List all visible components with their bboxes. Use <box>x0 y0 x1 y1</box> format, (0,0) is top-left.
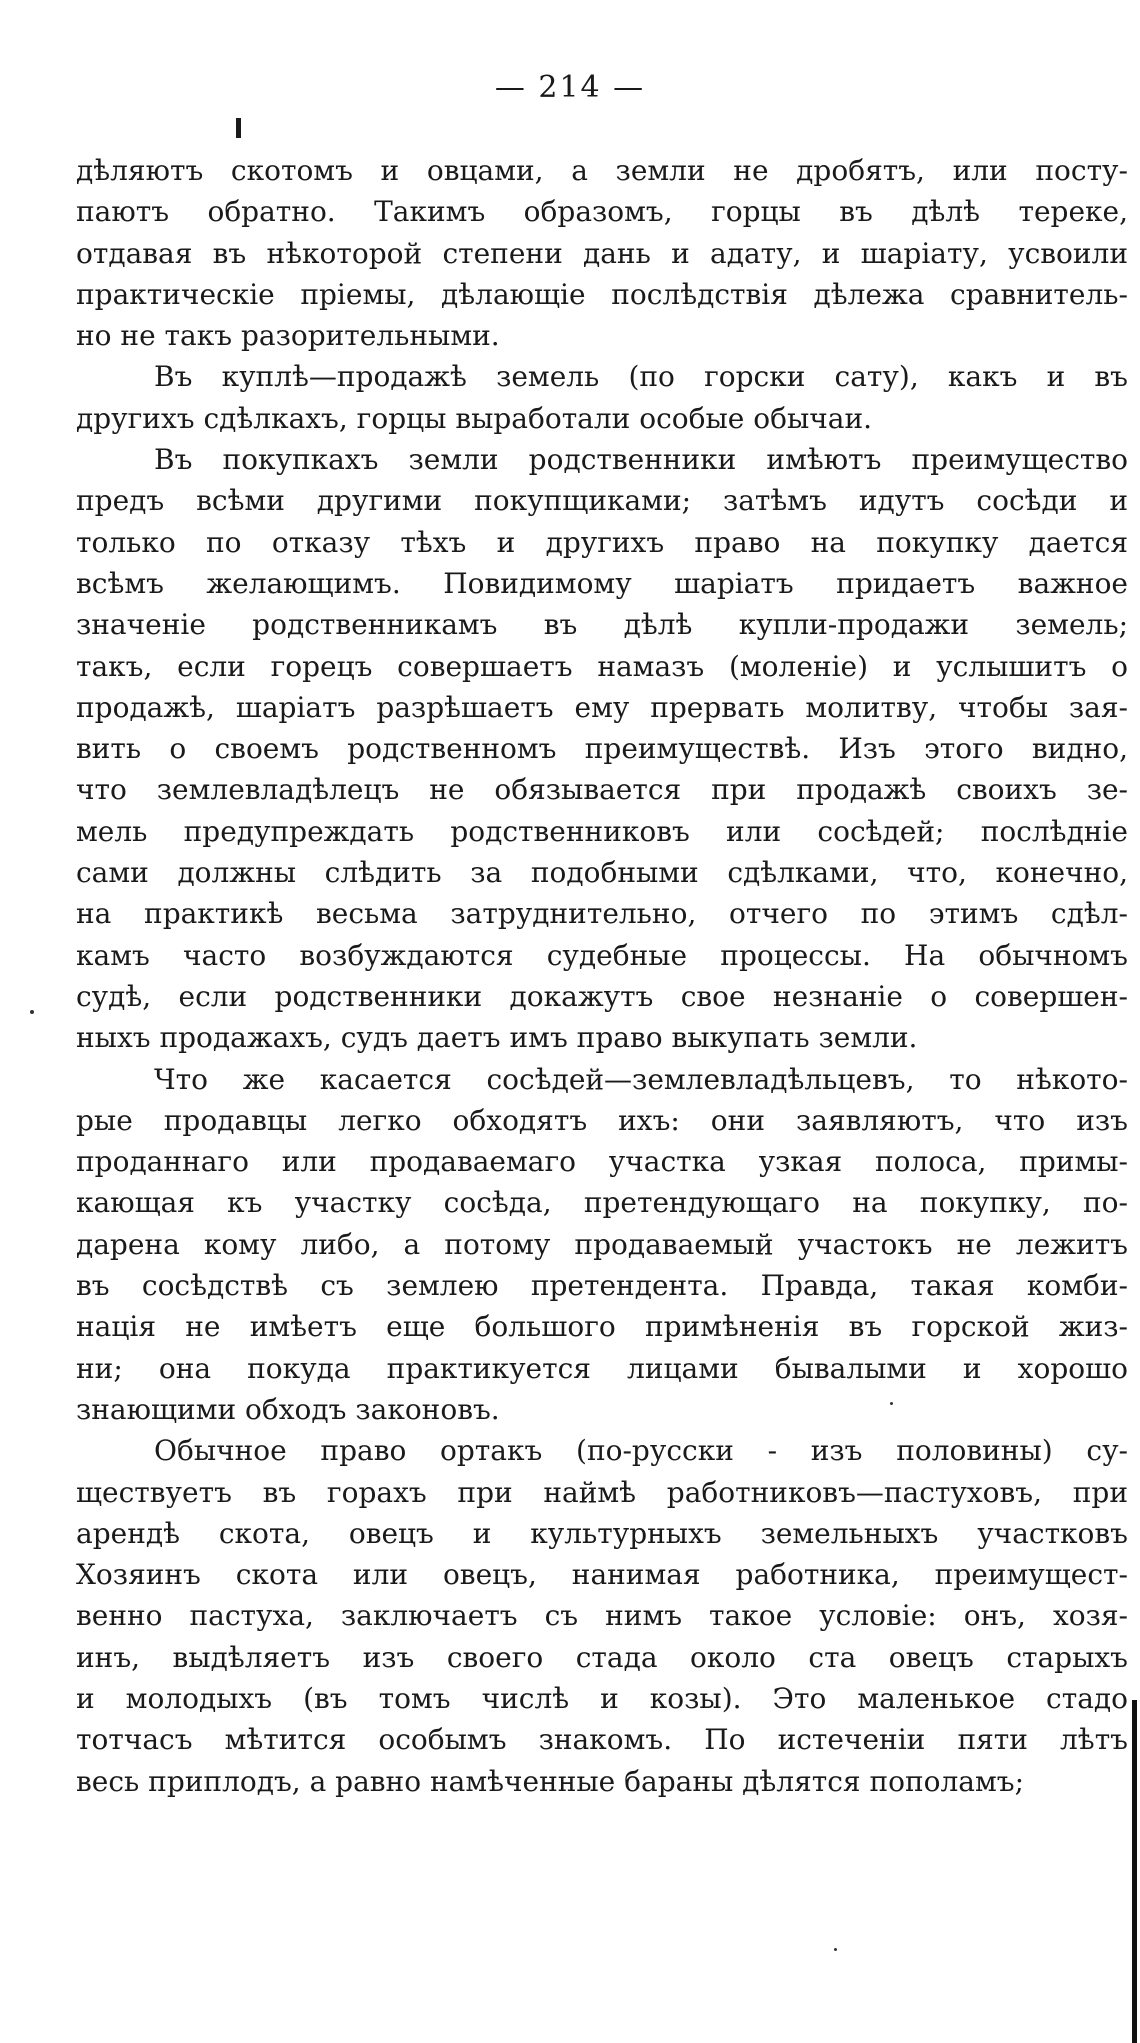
text-line: всѣмъ желающимъ. Повидимому шаріатъ придаетъ важное <box>76 566 1128 600</box>
text-line: венно пастуха, заключаетъ съ нимъ такое условіе: онъ, хозя- <box>76 1599 1128 1633</box>
text-line: такъ, если горецъ совершаетъ намазъ (моленіе) и услышитъ о <box>76 649 1128 683</box>
text-line: на практикѣ весьма затруднительно, отчего по этимъ сдѣл- <box>76 897 1128 931</box>
paragraph <box>76 1430 1128 1802</box>
text-line: отдавая въ нѣкоторой степени дань и адату, и шаріату, усвоили <box>76 236 1128 270</box>
paragraph <box>76 356 1128 439</box>
text-line: знающими обходъ законовъ. <box>76 1392 500 1426</box>
text-line: ществуетъ въ горахъ при наймѣ работниковъ—пастуховъ, при <box>76 1475 1128 1509</box>
text-column <box>76 150 1128 1802</box>
text-line: Что же касается сосѣдей—землевладѣльцевъ, то нѣкото- <box>154 1062 1128 1096</box>
page-edge-shadow <box>1132 1700 1137 2043</box>
text-line: тотчасъ мѣтится особымъ знакомъ. По истеченіи пяти лѣтъ <box>76 1723 1128 1757</box>
page-number: — 214 — <box>494 70 646 105</box>
ink-speck <box>890 1402 893 1405</box>
text-line: дарена кому либо, а потому продаваемый участокъ не лежитъ <box>76 1227 1128 1261</box>
text-line: Въ покупкахъ земли родственники имѣютъ преимущество <box>154 443 1128 477</box>
text-line: проданнаго или продаваемаго участка узкая полоса, примы- <box>76 1145 1128 1179</box>
text-line: предъ всѣми другими покупщиками; затѣмъ идутъ сосѣди и <box>76 484 1128 518</box>
text-line: продажѣ, шаріатъ разрѣшаетъ ему прервать молитву, чтобы зая- <box>76 690 1128 724</box>
text-line: только по отказу тѣхъ и другихъ право на покупку дается <box>76 525 1128 559</box>
text-line: камъ часто возбуждаются судебные процессы. На обычномъ <box>76 938 1128 972</box>
text-line: что землевладѣлецъ не обязывается при продажѣ своихъ зе- <box>76 773 1128 807</box>
ink-mark <box>236 118 241 138</box>
text-line: паютъ обратно. Такимъ образомъ, горцы въ дѣлѣ терекe, <box>76 195 1128 229</box>
text-line: но не такъ разорительными. <box>76 319 500 353</box>
text-line: ныхъ продажахъ, судъ даетъ имъ право выкупать земли. <box>76 1021 918 1055</box>
text-line: въ сосѣдствѣ съ землею претендента. Правда, такая комби- <box>76 1269 1128 1303</box>
paragraph <box>76 150 1128 356</box>
text-line: арендѣ скота, овецъ и культурныхъ земельныхъ участковъ <box>76 1516 1128 1550</box>
ink-speck <box>834 1948 837 1951</box>
text-line: Обычное право ортакъ (по-русски - изъ половины) су- <box>154 1434 1128 1468</box>
text-line: мель предупреждать родственниковъ или сосѣдей; послѣдніе <box>76 814 1128 848</box>
text-line: и молодыхъ (въ томъ числѣ и козы). Это маленькое стадо <box>76 1681 1128 1715</box>
text-line: дѣляютъ скотомъ и овцами, а земли не дробятъ, или посту- <box>76 154 1128 187</box>
text-line: весь приплодъ, а равно намѣченные бараны дѣлятся пополамъ; <box>76 1764 1025 1798</box>
text-line: вить о своемъ родственномъ преимуществѣ. Изъ этого видно, <box>76 732 1128 766</box>
ink-speck <box>30 1010 34 1014</box>
text-line: значеніе родственникамъ въ дѣлѣ купли-продажи земель; <box>76 608 1128 642</box>
text-line: кающая къ участку сосѣда, претендующаго на покупку, по- <box>76 1186 1128 1220</box>
text-line: Хозяинъ скота или овецъ, нанимая работника, преимущест- <box>76 1558 1128 1592</box>
text-line: практическіе пріемы, дѣлающіе послѣдствія дѣлежа сравнитель- <box>76 277 1128 311</box>
text-line: другихъ сдѣлкахъ, горцы выработали особые обычаи. <box>76 401 873 435</box>
text-line: нація не имѣетъ еще большого примѣненія въ горской жиз- <box>76 1310 1128 1344</box>
text-line: судѣ, если родственники докажутъ свое незнаніе о совершен- <box>76 979 1128 1013</box>
text-line: Въ куплѣ—продажѣ земель (по горски сату), какъ и въ <box>154 360 1128 394</box>
text-line: сами должны слѣдить за подобными сдѣлками, что, конечно, <box>76 856 1128 890</box>
text-line: рые продавцы легко обходятъ ихъ: они заявляютъ, что изъ <box>76 1103 1128 1137</box>
text-line: ни; она покуда практикуется лицами бывалыми и хорошо <box>76 1351 1128 1385</box>
paragraph <box>76 1059 1128 1431</box>
text-line: инъ, выдѣляетъ изъ своего стада около ста овецъ старыхъ <box>76 1640 1128 1674</box>
paragraph <box>76 439 1128 1058</box>
